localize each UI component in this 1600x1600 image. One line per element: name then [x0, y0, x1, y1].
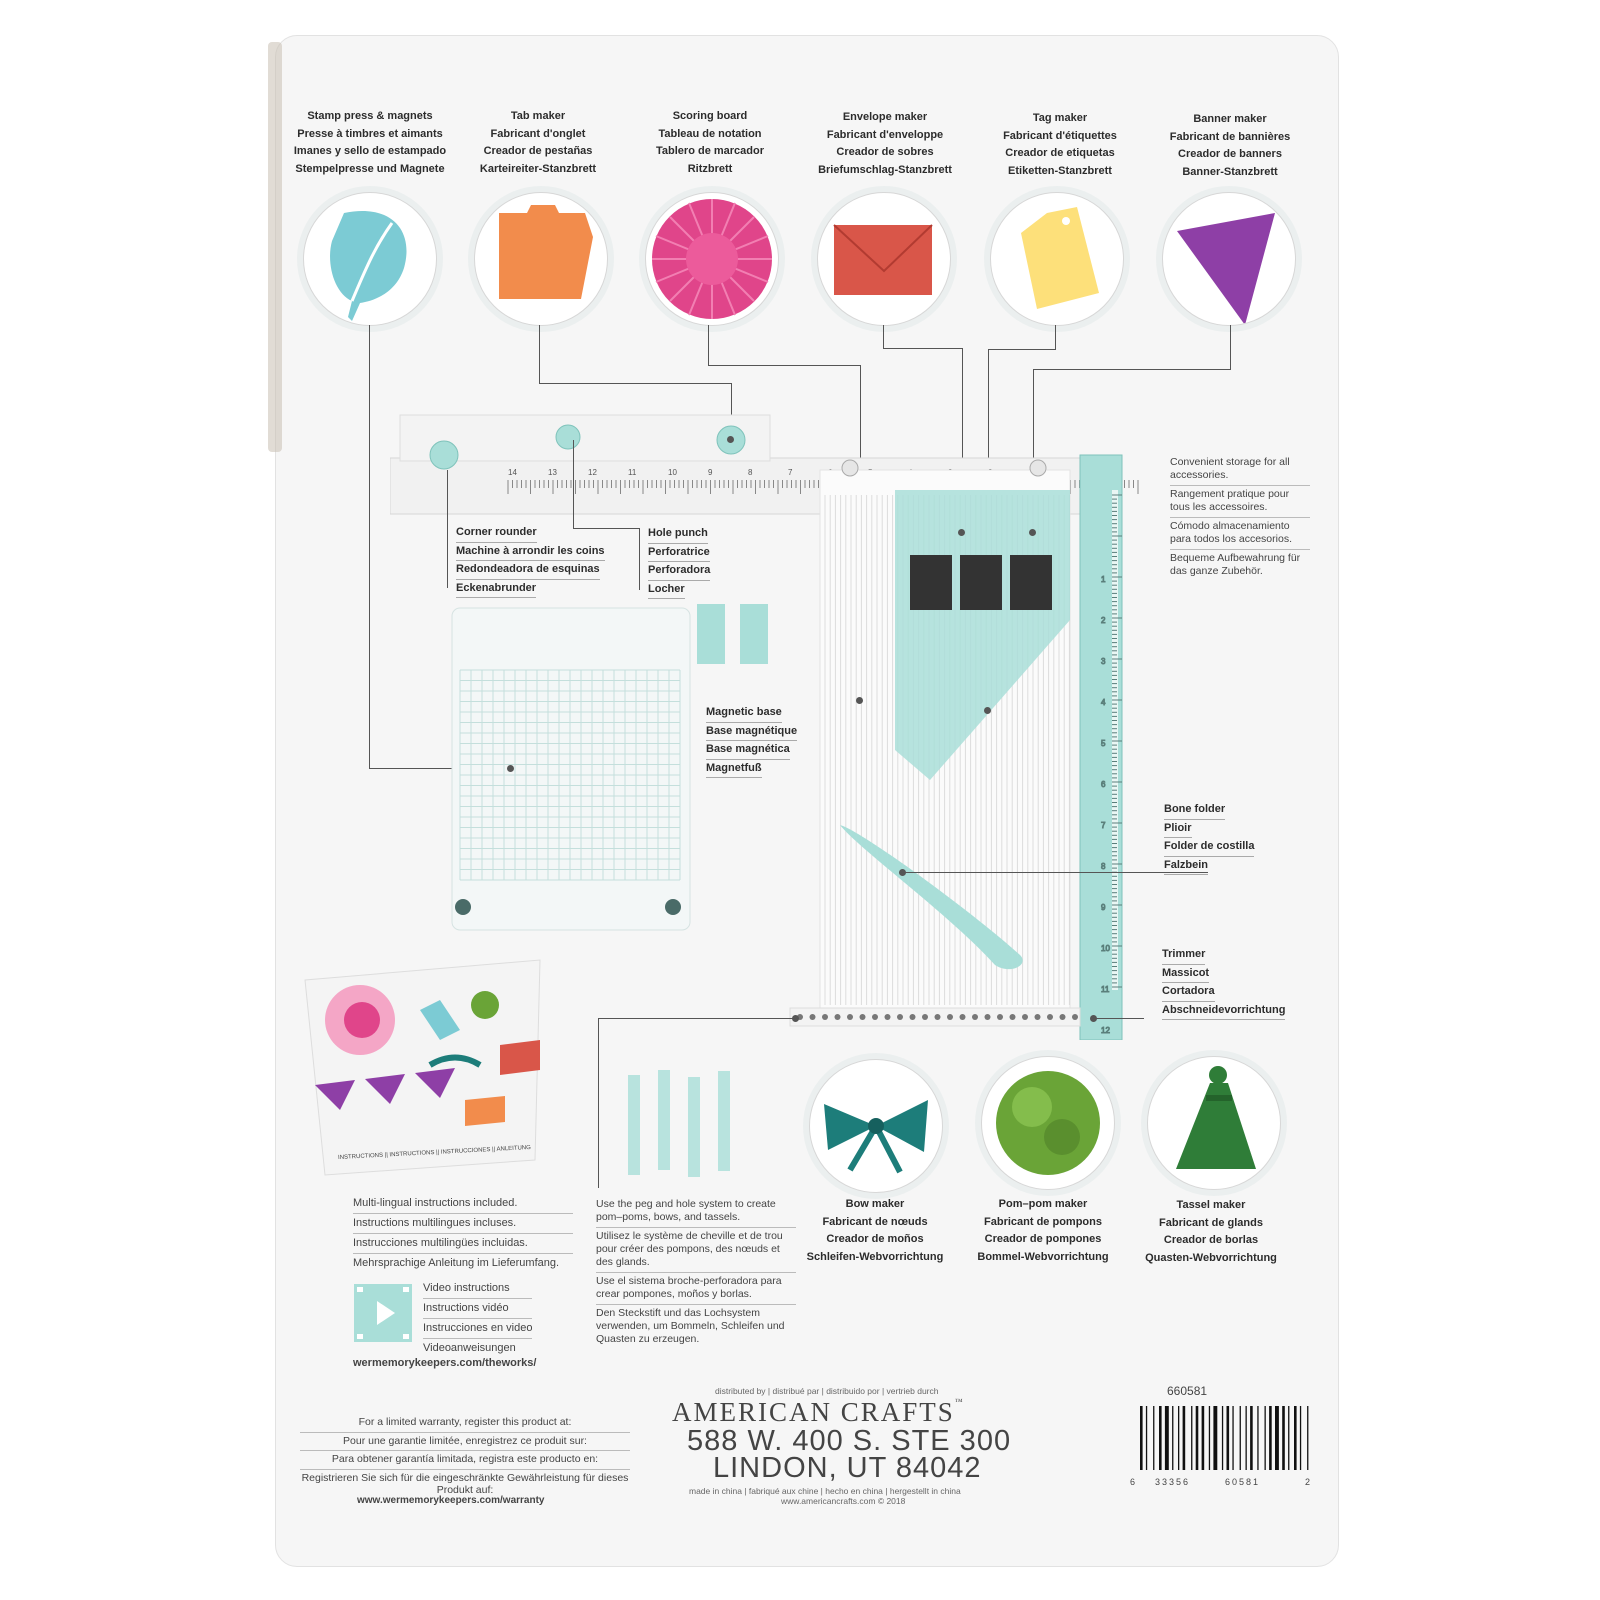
company-text: AMERICAN CRAFTS — [672, 1397, 955, 1427]
address-line-2: LINDON, UT 84042 — [713, 1452, 982, 1484]
ruler-number: 7 — [788, 468, 793, 477]
label-magnetic-base: Magnetic base Base magnétique Base magnética Magnetfuß — [706, 704, 797, 778]
envelope-circle — [817, 192, 951, 326]
barcode-digit-first: 6 — [1130, 1477, 1136, 1487]
peg-hole — [1060, 1014, 1066, 1020]
leader-line — [1055, 325, 1056, 349]
pompom-icon — [982, 1057, 1114, 1189]
peg-hole — [910, 1014, 916, 1020]
rail-number: 6 — [1101, 780, 1106, 789]
bow-circle — [809, 1059, 943, 1193]
tab-circle — [474, 192, 608, 326]
bow-icon — [810, 1060, 942, 1192]
rail-number: 7 — [1101, 821, 1106, 830]
callout-dot — [958, 529, 965, 536]
barcode-digits-right: 60581 — [1225, 1477, 1261, 1487]
label-hole-punch: Hole punch Perforatrice Perforadora Locher — [648, 525, 710, 599]
barcode-bar — [1300, 1406, 1301, 1470]
barcode-bar — [1288, 1406, 1289, 1470]
leader-line — [1230, 325, 1231, 369]
barcode-bar — [1227, 1406, 1230, 1470]
leader-line — [539, 383, 731, 384]
barcode-bar — [1178, 1406, 1179, 1470]
barcode-bar — [1172, 1406, 1173, 1470]
leader-line — [883, 348, 963, 349]
leader-line — [369, 325, 370, 769]
barcode-bar — [1250, 1406, 1253, 1470]
callout-dot — [984, 707, 991, 714]
video-icon — [353, 1283, 413, 1343]
leaf-icon — [304, 193, 436, 325]
peg-hole — [1022, 1014, 1028, 1020]
ruler-number: 14 — [508, 468, 517, 477]
rosette-icon — [646, 193, 778, 325]
rail-number: 2 — [1101, 616, 1106, 625]
warranty-note: For a limited warranty, register this product at: Pour une garantie limitée, enregistrez ce produit sur: Para obtener garantía limitada, registra este producto en: Registrieren Sie sich für die eingeschränkte Gewährleistung für dieses Produkt auf: — [301, 1416, 629, 1496]
rail-number: 5 — [1101, 739, 1106, 748]
tag-circle — [990, 192, 1124, 326]
barcode-bar — [1196, 1406, 1199, 1470]
peg-hole — [822, 1014, 828, 1020]
peg-hole — [922, 1014, 928, 1020]
barcode-bar — [1191, 1406, 1192, 1470]
pegs-illustration — [620, 1065, 750, 1185]
storage-note: Convenient storage for all accessories. Rangement pratique pour tous les accessoires. Cómodo almacenamiento para todos los accesorios. Bequeme Aufbewahrung für das ganze Zubehör. — [1170, 456, 1310, 578]
peg-system-note: Use the peg and hole system to create pom–poms, bows, and tassels. Utilisez le système de cheville et de trou pour créer des pompons, des nœuds et des glands. Use el sistema broche-perforadora para crear pompones, moños y borlas. Den Steckstift und das Lochsystem verwenden, um Bommeln, Schleifen und Quasten zu erzeugen. — [596, 1198, 796, 1346]
ruler-number: 12 — [588, 468, 597, 477]
barcode-digit-last: 2 — [1305, 1477, 1311, 1487]
callout-dot — [727, 436, 734, 443]
rail-number: 10 — [1101, 944, 1110, 953]
peg-hole — [1010, 1014, 1016, 1020]
barcode-bar — [1209, 1406, 1210, 1470]
peg-hole — [947, 1014, 953, 1020]
barcode-bar — [1222, 1406, 1223, 1470]
label-tassel-maker: Tassel maker Fabricant de glands Creador de borlas Quasten-Webvorrichtung — [1145, 1199, 1277, 1264]
peg-hole — [1047, 1014, 1053, 1020]
banner-circle — [1162, 192, 1296, 326]
instructions-note: Multi-lingual instructions included. Instructions multilingues incluses. Instrucciones multilingües incluidas. Mehrsprachige Anleitung im Lieferumfang. — [353, 1196, 573, 1270]
barcode-bar — [1159, 1406, 1162, 1470]
barcode-bar — [1257, 1406, 1258, 1470]
peg-hole — [835, 1014, 841, 1020]
ruler-number: 11 — [628, 468, 637, 477]
rail-number: 9 — [1101, 903, 1106, 912]
barcode-bar — [1202, 1406, 1205, 1470]
barcode-digits-left: 33356 — [1155, 1477, 1191, 1487]
tag-icon — [991, 193, 1123, 325]
barcode-bar — [1165, 1406, 1169, 1470]
leaf-stamp-circle — [303, 192, 437, 326]
rail-number: 1 — [1101, 575, 1106, 584]
callout-dot — [507, 765, 514, 772]
barcode-bar — [1140, 1406, 1143, 1470]
barcode-bar — [1232, 1406, 1233, 1470]
tab-icon — [475, 193, 607, 325]
peg-hole — [847, 1014, 853, 1020]
label-pompom-maker: Pom–pom maker Fabricant de pompons Creador de pompones Bommel-Webvorrichtung — [977, 1198, 1109, 1263]
callout-dot — [792, 1015, 799, 1022]
label-bone-folder: Bone folder Plioir Folder de costilla Falzbein — [1164, 801, 1254, 875]
leader-line — [903, 872, 1208, 873]
leader-line — [539, 325, 540, 383]
video-url[interactable]: wermemorykeepers.com/theworks/ — [353, 1357, 537, 1369]
warranty-url[interactable]: www.wermemorykeepers.com/warranty — [357, 1495, 545, 1506]
barcode-bar — [1294, 1406, 1297, 1470]
peg-hole — [985, 1014, 991, 1020]
leader-line — [708, 325, 709, 365]
booklet-caption: INSTRUCTIONS || INSTRUCTIONS || INSTRUCCIONES || ANLEITUNG — [337, 1144, 532, 1162]
tassel-circle — [1147, 1056, 1281, 1190]
pompom-circle — [981, 1056, 1115, 1190]
barcode-bar — [1269, 1406, 1272, 1470]
label-trimmer: Trimmer Massicot Cortadora Abschneidevorrichtung — [1162, 946, 1285, 1020]
label-bow-maker: Bow maker Fabricant de nœuds Creador de moños Schleifen-Webvorrichtung — [806, 1198, 944, 1263]
label-scoring-board: Scoring board Tableau de notation Tablero de marcador Ritzbrett — [656, 110, 764, 175]
callout-dot — [1029, 529, 1036, 536]
barcode-bar — [1282, 1406, 1285, 1470]
barcode-bar — [1213, 1406, 1217, 1470]
leader-line — [573, 440, 574, 528]
barcode — [1140, 1406, 1320, 1476]
barcode-bar — [1307, 1406, 1308, 1470]
rail-number: 11 — [1101, 985, 1110, 994]
leader-line — [447, 470, 448, 588]
rosette-circle — [645, 192, 779, 326]
label-tag-maker: Tag maker Fabricant d'étiquettes Creador de etiquetas Etiketten-Stanzbrett — [1003, 112, 1117, 177]
ruler-number: 8 — [748, 468, 753, 477]
barcode-bar — [1146, 1406, 1147, 1470]
ruler-number: 10 — [668, 468, 677, 477]
barcode-bar — [1153, 1406, 1154, 1470]
peg-hole — [1035, 1014, 1041, 1020]
distributed-by: distributed by | distribué par | distribuido por | vertrieb durch — [715, 1386, 939, 1396]
rail-number: 12 — [1101, 1026, 1110, 1035]
rail-number: 8 — [1101, 862, 1106, 871]
hanger-strip — [268, 42, 282, 452]
label-envelope-maker: Envelope maker Fabricant d'enveloppe Creador de sobres Briefumschlag-Stanzbrett — [818, 111, 952, 176]
leader-line — [988, 349, 1056, 350]
leader-line — [598, 1018, 599, 1188]
leader-line — [883, 325, 884, 348]
leader-line — [1033, 369, 1231, 370]
address-line-1: 588 W. 400 S. STE 300 — [687, 1425, 1012, 1457]
trademark: ™ — [954, 1397, 965, 1406]
barcode-bar — [1246, 1406, 1247, 1470]
barcode-bar — [1183, 1406, 1186, 1470]
company-name — [672, 1397, 965, 1428]
barcode-bar — [1240, 1406, 1241, 1470]
peg-hole — [897, 1014, 903, 1020]
rail-number: 3 — [1101, 657, 1106, 666]
leader-line — [1094, 1018, 1144, 1019]
label-corner-rounder: Corner rounder Machine à arrondir les coins Redondeadora de esquinas Eckenabrunder — [456, 524, 605, 598]
tassel-icon — [1148, 1057, 1280, 1189]
video-instructions: Video instructions Instructions vidéo Instrucciones en video Videoanweisungen — [423, 1282, 533, 1354]
leader-line — [860, 700, 861, 701]
barcode-bar — [1265, 1406, 1266, 1470]
rail-number: 4 — [1101, 698, 1106, 707]
leader-line — [639, 528, 640, 590]
peg-hole — [972, 1014, 978, 1020]
peg-hole — [872, 1014, 878, 1020]
peg-hole — [960, 1014, 966, 1020]
made-in: made in china | fabriqué aux chine | hecho en china | hergestellt in china — [689, 1486, 961, 1496]
peg-hole — [997, 1014, 1003, 1020]
pennant-icon — [1163, 193, 1295, 325]
leader-line — [598, 1018, 793, 1019]
peg-hole — [885, 1014, 891, 1020]
peg-hole — [935, 1014, 941, 1020]
ruler-number: 13 — [548, 468, 557, 477]
leader-line — [708, 365, 860, 366]
ruler-number: 9 — [708, 468, 713, 477]
peg-hole — [1072, 1014, 1078, 1020]
envelope-icon — [818, 193, 950, 325]
sku: 660581 — [1167, 1384, 1208, 1398]
label-tab-maker: Tab maker Fabricant d'onglet Creador de pestañas Karteireiter-Stanzbrett — [479, 110, 597, 175]
label-banner-maker: Banner maker Fabricant de bannières Creador de banners Banner-Stanzbrett — [1169, 113, 1291, 178]
barcode-bar — [1275, 1406, 1279, 1470]
site-copyright: www.americancrafts.com © 2018 — [781, 1496, 906, 1506]
label-stamp-press: Stamp press & magnets Presse à timbres et aimants Imanes y sello de estampado Stempelpresse und Magnete — [293, 110, 447, 175]
peg-hole — [860, 1014, 866, 1020]
peg-hole — [810, 1014, 816, 1020]
